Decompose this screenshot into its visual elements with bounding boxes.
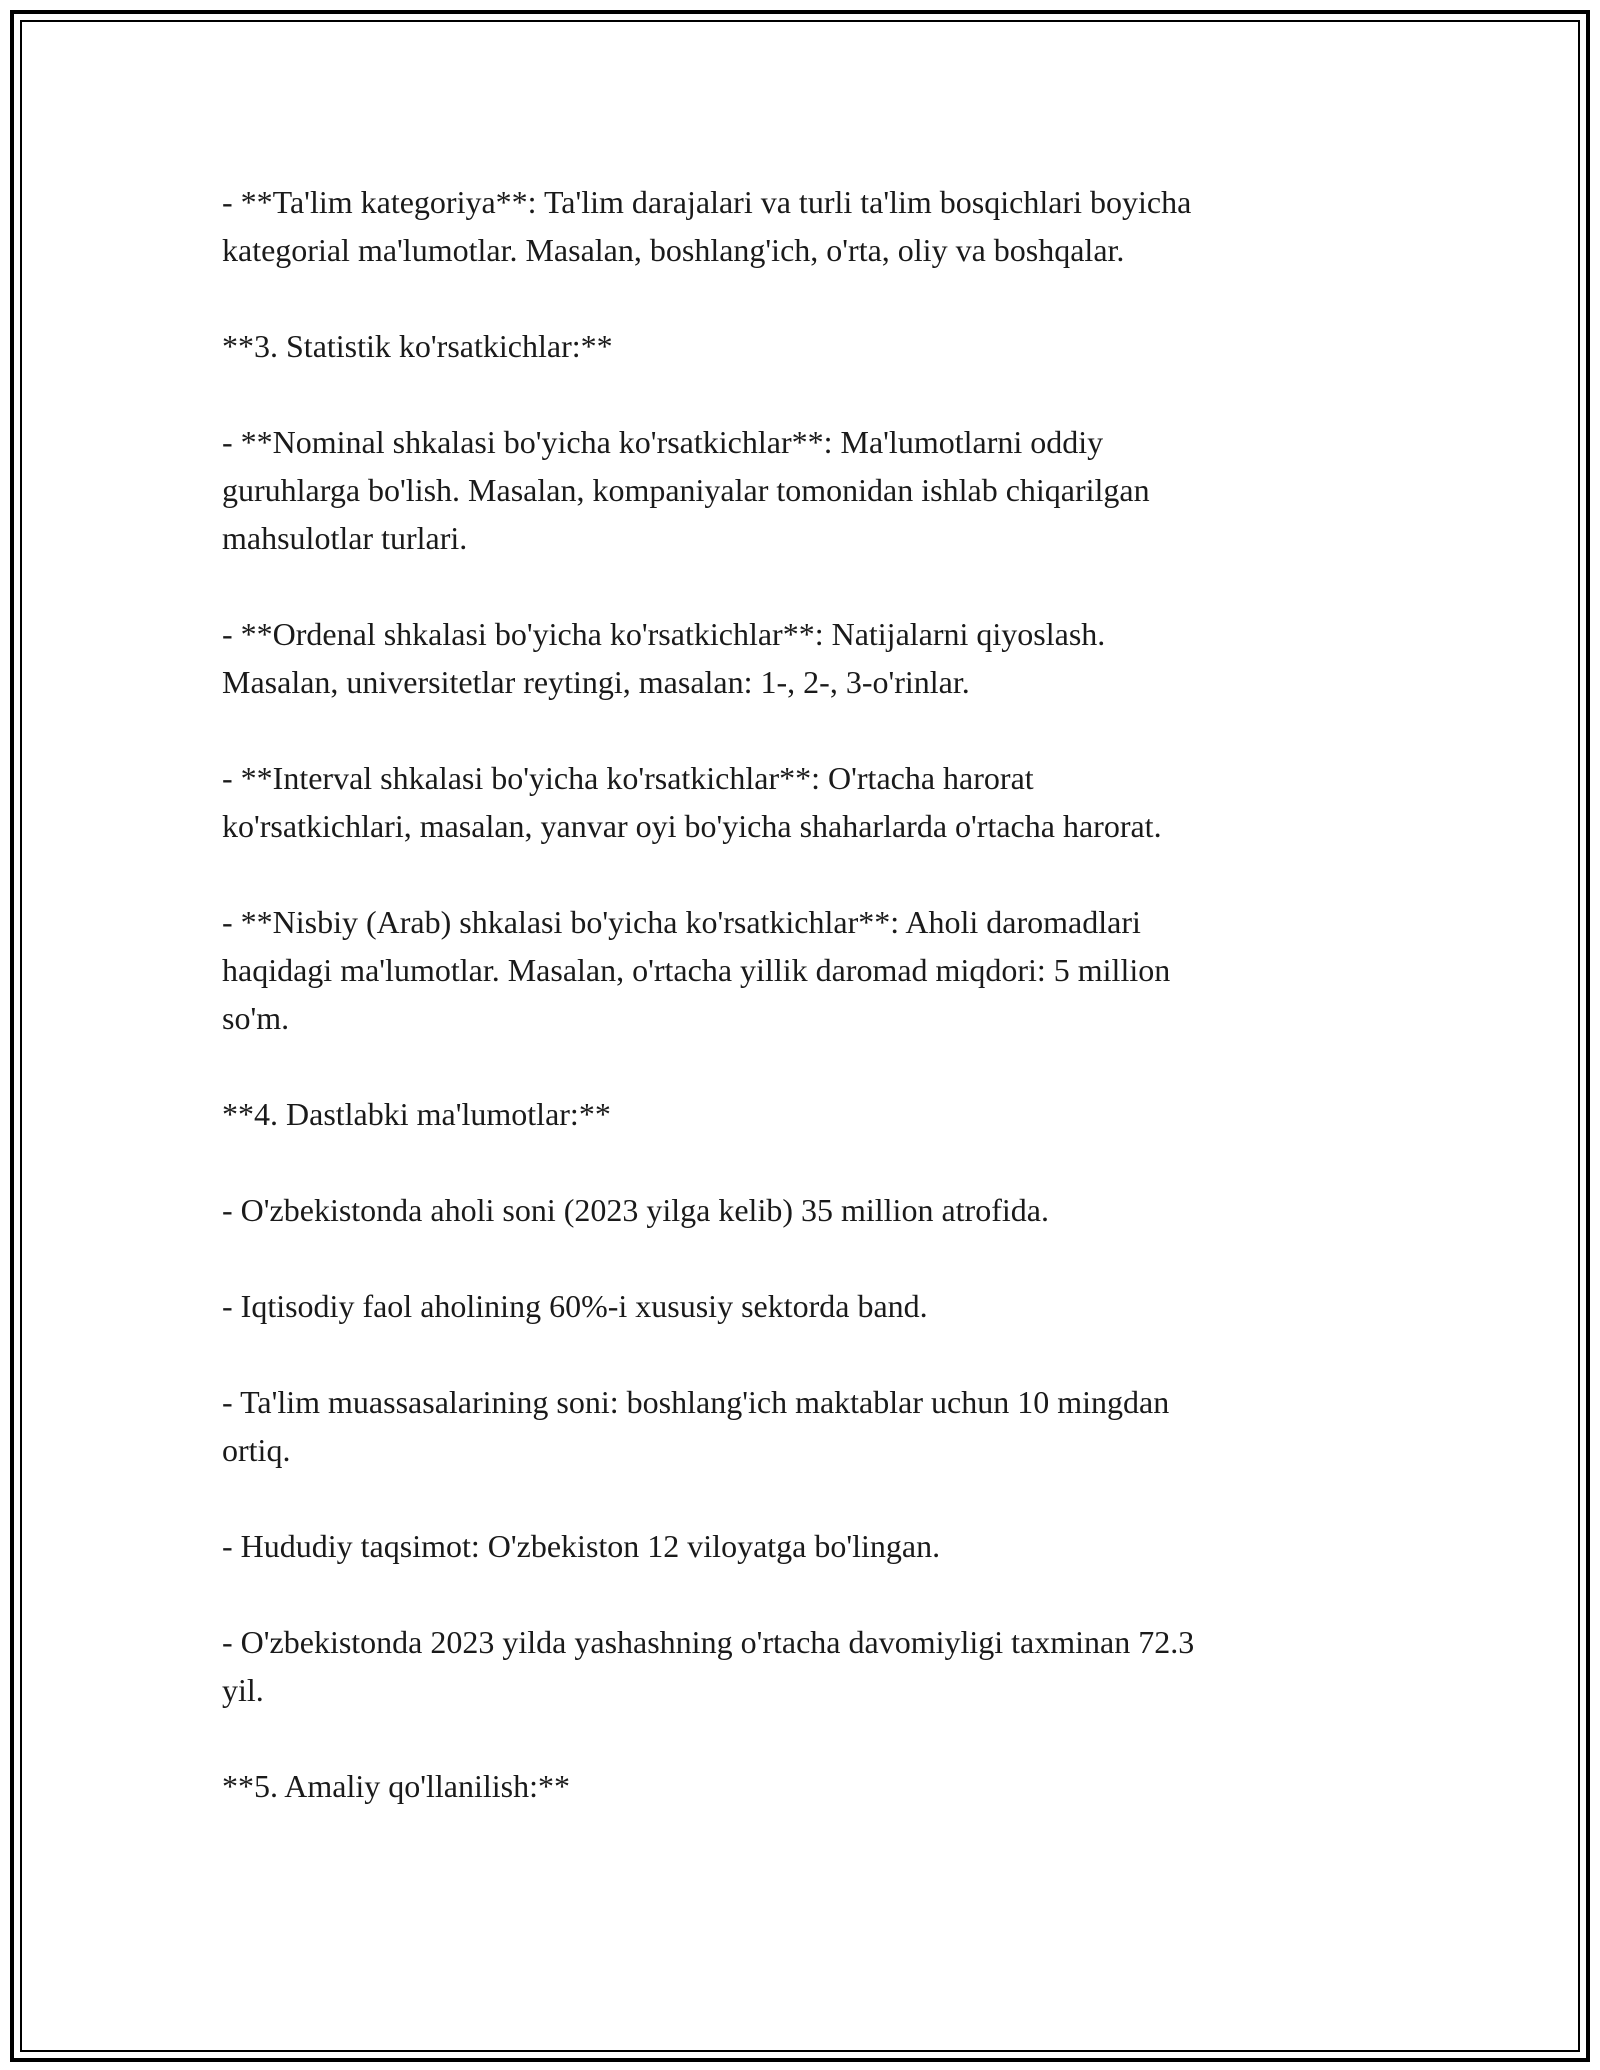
paragraph-yashash-davomiyligi: - O'zbekistonda 2023 yilda yashashning o'rtacha davomiyligi taxminan 72.3 yil. [222, 1624, 1195, 1708]
paragraph-ordenal-shkala: - **Ordenal shkalasi bo'yicha ko'rsatkichlar**: Natijalarni qiyoslash. Masalan, universitetlar reytingi, masalan: 1-, 2-, 3-o'rinlar. [222, 616, 1106, 700]
document-body [222, 178, 1372, 1858]
paragraph-nominal-shkala: - **Nominal shkalasi bo'yicha ko'rsatkichlar**: Ma'lumotlarni oddiy guruhlarga bo'lish. Masalan, kompaniyalar tomonidan ishlab chiqarilgan mahsulotlar turlari. [222, 424, 1150, 556]
heading-dastlabki-malumotlar: **4. Dastlabki ma'lumotlar:** [222, 1096, 611, 1132]
paragraph-nisbiy-shkala: - **Nisbiy (Arab) shkalasi bo'yicha ko'rsatkichlar**: Aholi daromadlari haqidagi ma'lumotlar. Masalan, o'rtacha yillik daromad miqdori: 5 million so'm. [222, 904, 1171, 1036]
heading-amaliy-qollanilish: **5. Amaliy qo'llanilish:** [222, 1768, 570, 1804]
heading-statistik-korsatkichlar: **3. Statistik ko'rsatkichlar:** [222, 328, 613, 364]
paragraph-talim-kategoriya: - **Ta'lim kategoriya**: Ta'lim darajalari va turli ta'lim bosqichlari boyicha kategorial ma'lumotlar. Masalan, boshlang'ich, o'rta, oliy va boshqalar. [222, 184, 1192, 268]
paragraph-interval-shkala: - **Interval shkalasi bo'yicha ko'rsatkichlar**: O'rtacha harorat ko'rsatkichlari, masalan, yanvar oyi bo'yicha shaharlarda o'rtacha harorat. [222, 760, 1162, 844]
paragraph-talim-muassasalari: - Ta'lim muassasalarining soni: boshlang'ich maktablar uchun 10 mingdan ortiq. [222, 1384, 1170, 1468]
paragraph-iqtisodiy-faol: - Iqtisodiy faol aholining 60%-i xususiy sektorda band. [222, 1288, 928, 1324]
paragraph-aholi-soni: - O'zbekistonda aholi soni (2023 yilga kelib) 35 million atrofida. [222, 1192, 1049, 1228]
paragraph-hududiy-taqsimot: - Hududiy taqsimot: O'zbekiston 12 viloyatga bo'lingan. [222, 1528, 941, 1564]
